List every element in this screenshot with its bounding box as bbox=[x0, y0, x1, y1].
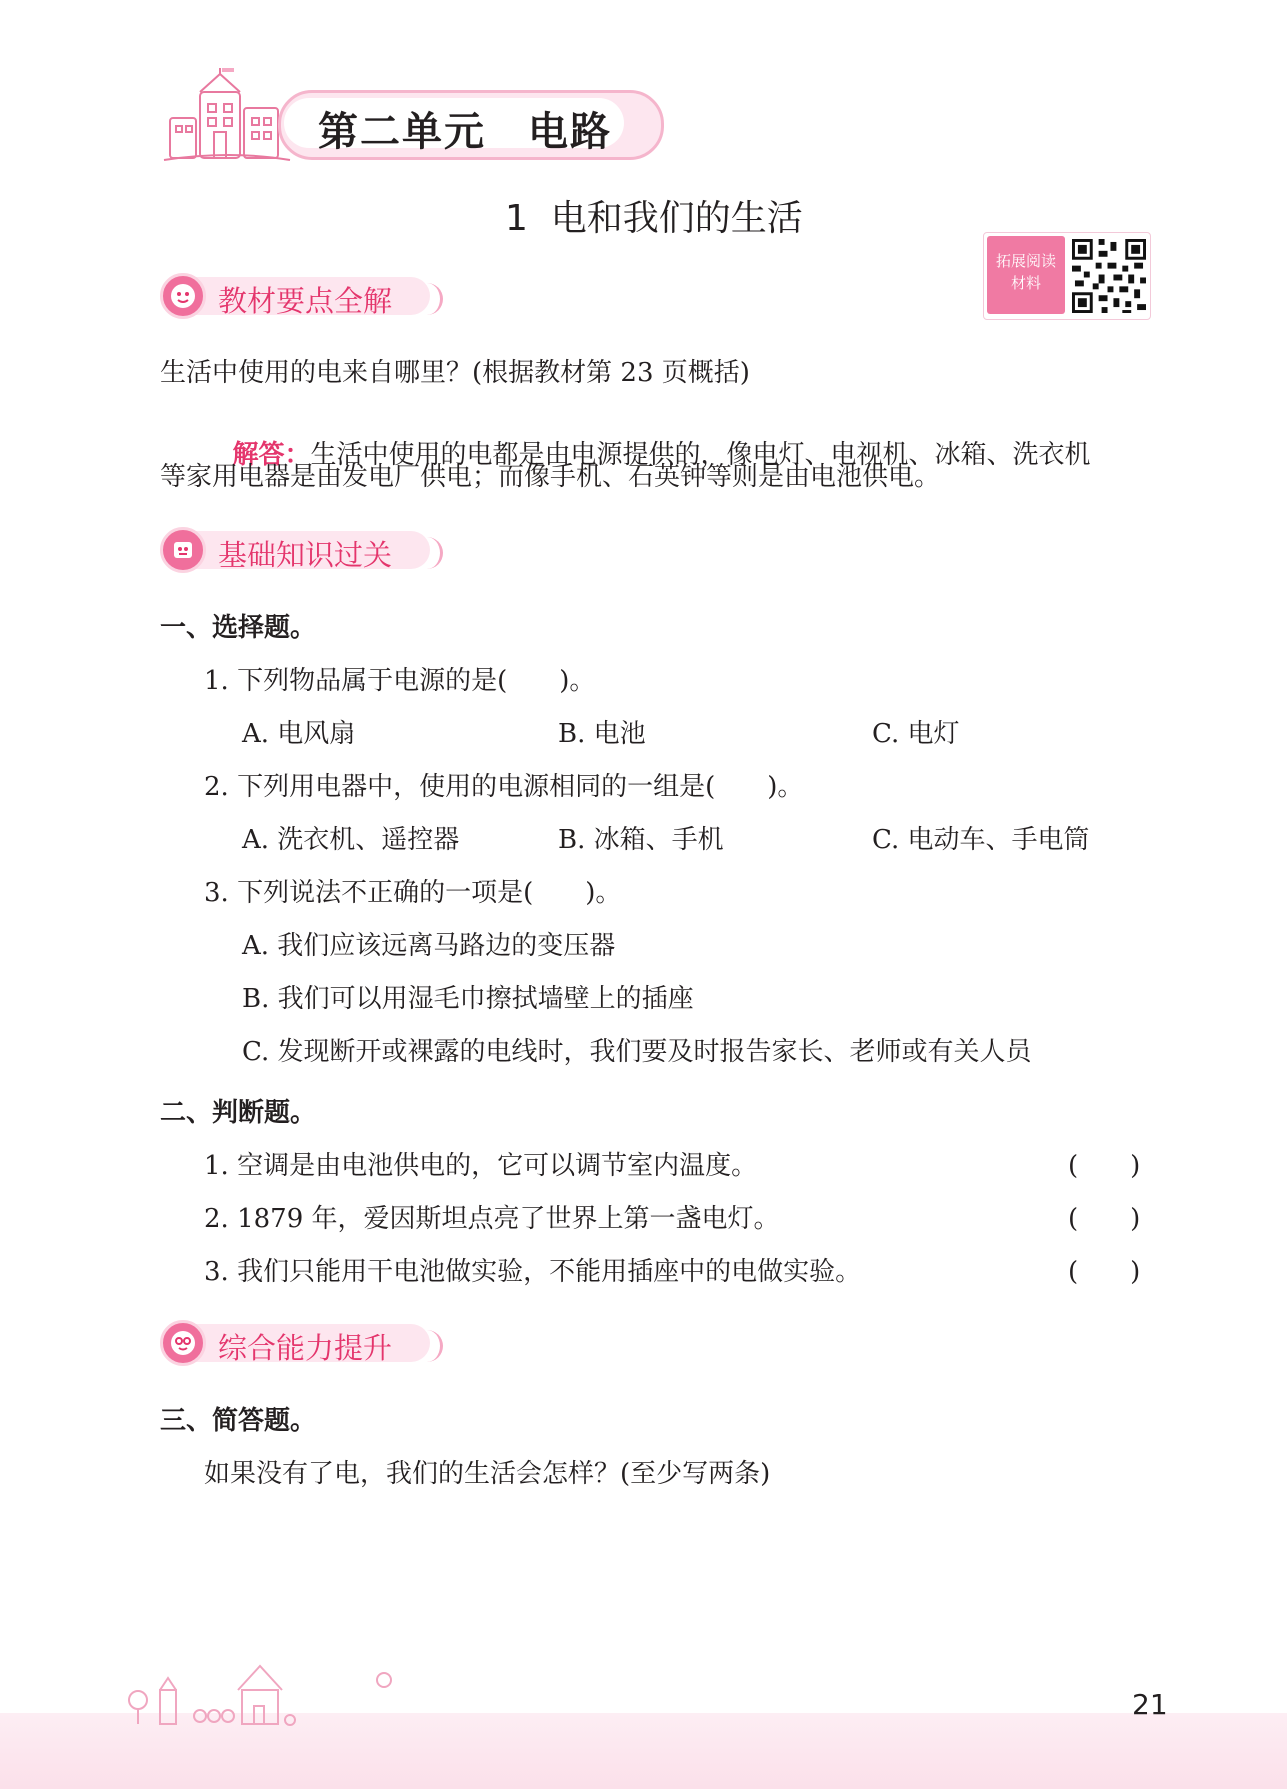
part2-heading: 二、判断题。 bbox=[160, 1098, 317, 1128]
extended-reading-tag: 拓展阅读 材料 bbox=[987, 236, 1065, 314]
q2-option-b: B. 冰箱、手机 bbox=[558, 825, 724, 855]
mascot-icon bbox=[160, 1320, 206, 1366]
section-header-basics bbox=[160, 527, 440, 573]
answer-label: 解答： bbox=[232, 440, 311, 470]
part3-heading: 三、简答题。 bbox=[160, 1406, 317, 1436]
answer-line-1: 生活中使用的电都是由电源提供的，像电灯、电视机、冰箱、洗衣机 bbox=[310, 440, 1091, 470]
mascot-icon bbox=[160, 273, 206, 319]
q1-option-a: A. 电风扇 bbox=[242, 719, 356, 749]
key-point-question: 生活中使用的电来自哪里？(根据教材第 23 页概括) bbox=[160, 358, 750, 388]
judge-item-3: 3. 我们只能用干电池做实验，不能用插座中的电做实验。 bbox=[204, 1257, 862, 1287]
section-label: 综合能力提升 bbox=[218, 1331, 393, 1365]
lesson-title: 1 电和我们的生活 bbox=[505, 198, 803, 239]
q3-option-c: C. 发现断开或裸露的电线时，我们要及时报告家长、老师或有关人员 bbox=[242, 1037, 1032, 1067]
section-header-key-points bbox=[160, 273, 440, 319]
mascot-icon bbox=[160, 527, 206, 573]
judge-item-2: 2. 1879 年，爱因斯坦点亮了世界上第一盏电灯。 bbox=[204, 1204, 780, 1234]
town-doodle-icon bbox=[120, 1650, 420, 1730]
qr-block[interactable] bbox=[983, 232, 1151, 320]
qr-code-icon[interactable] bbox=[1072, 239, 1146, 313]
part1-heading: 一、选择题。 bbox=[160, 613, 317, 643]
section-label: 基础知识过关 bbox=[218, 538, 393, 572]
q2-option-c: C. 电动车、手电筒 bbox=[872, 825, 1090, 855]
judge-bracket-1[interactable]: ( ) bbox=[1068, 1151, 1141, 1181]
section-label: 教材要点全解 bbox=[218, 284, 393, 318]
q1-option-b: B. 电池 bbox=[558, 719, 646, 749]
unit-banner bbox=[160, 88, 665, 164]
answer-line-2: 等家用电器是由发电厂供电；而像手机、石英钟等则是由电池供电。 bbox=[160, 462, 941, 492]
q3-stem: 3. 下列说法不正确的一项是( )。 bbox=[204, 878, 622, 908]
unit-title: 第二单元 电路 bbox=[318, 109, 612, 155]
q1-option-c: C. 电灯 bbox=[872, 719, 960, 749]
section-header-advanced bbox=[160, 1320, 440, 1366]
q1-stem: 1. 下列物品属于电源的是( )。 bbox=[204, 666, 596, 696]
page-number: 21 bbox=[1132, 1688, 1168, 1721]
q3-option-a: A. 我们应该远离马路边的变压器 bbox=[242, 931, 616, 961]
q2-option-a: A. 洗衣机、遥控器 bbox=[242, 825, 460, 855]
judge-bracket-2[interactable]: ( ) bbox=[1068, 1204, 1141, 1234]
judge-bracket-3[interactable]: ( ) bbox=[1068, 1257, 1141, 1287]
q2-stem: 2. 下列用电器中，使用的电源相同的一组是( )。 bbox=[204, 772, 804, 802]
part3-question: 如果没有了电，我们的生活会怎样？(至少写两条) bbox=[204, 1459, 771, 1489]
q3-option-b: B. 我们可以用湿毛巾擦拭墙壁上的插座 bbox=[242, 984, 694, 1014]
judge-item-1: 1. 空调是由电池供电的，它可以调节室内温度。 bbox=[204, 1151, 758, 1181]
